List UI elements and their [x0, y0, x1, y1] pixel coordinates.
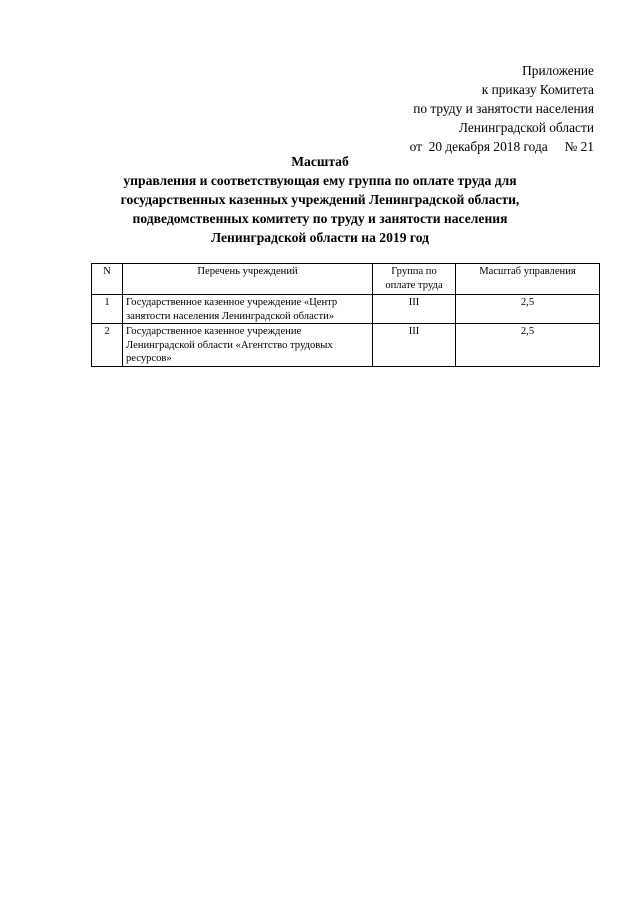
- title-line: Масштаб: [291, 154, 349, 169]
- title-line: управления и соответствующая ему группа по оплате труда для: [123, 173, 517, 188]
- header-name: Перечень учреждений: [123, 264, 373, 295]
- title-line: Ленинградской области на 2019 год: [210, 230, 430, 245]
- title-line: государственных казенных учреждений Ленинградской области,: [120, 192, 520, 207]
- row-num: 2: [92, 324, 123, 367]
- row-name: Государственное казенное учреждение Ленинградской области «Агентство трудовых ресурсов»: [123, 324, 373, 367]
- appendix-line: по труду и занятости населения: [413, 101, 594, 116]
- row-group: III: [373, 324, 456, 367]
- row-scale: 2,5: [456, 324, 600, 367]
- row-group: III: [373, 295, 456, 324]
- appendix-line: Ленинградской области: [458, 120, 594, 135]
- appendix-line: Приложение: [522, 63, 594, 78]
- appendix-block: [410, 61, 594, 156]
- appendix-line: к приказу Комитета: [481, 82, 594, 97]
- header-scale: Масштаб управления: [456, 264, 600, 295]
- table-row: [92, 324, 600, 367]
- document-title: [0, 152, 640, 247]
- header-num: N: [92, 264, 123, 295]
- institutions-table: [91, 263, 600, 367]
- row-scale: 2,5: [456, 295, 600, 324]
- header-group: Группа по оплате труда: [373, 264, 456, 295]
- table-header-row: [92, 264, 600, 295]
- table-row: [92, 295, 600, 324]
- title-line: подведомственных комитету по труду и занятости населения: [132, 211, 508, 226]
- row-name: Государственное казенное учреждение «Центр занятости населения Ленинградской области»: [123, 295, 373, 324]
- row-num: 1: [92, 295, 123, 324]
- appendix-line: от 20 декабря 2018 года № 21: [409, 139, 594, 154]
